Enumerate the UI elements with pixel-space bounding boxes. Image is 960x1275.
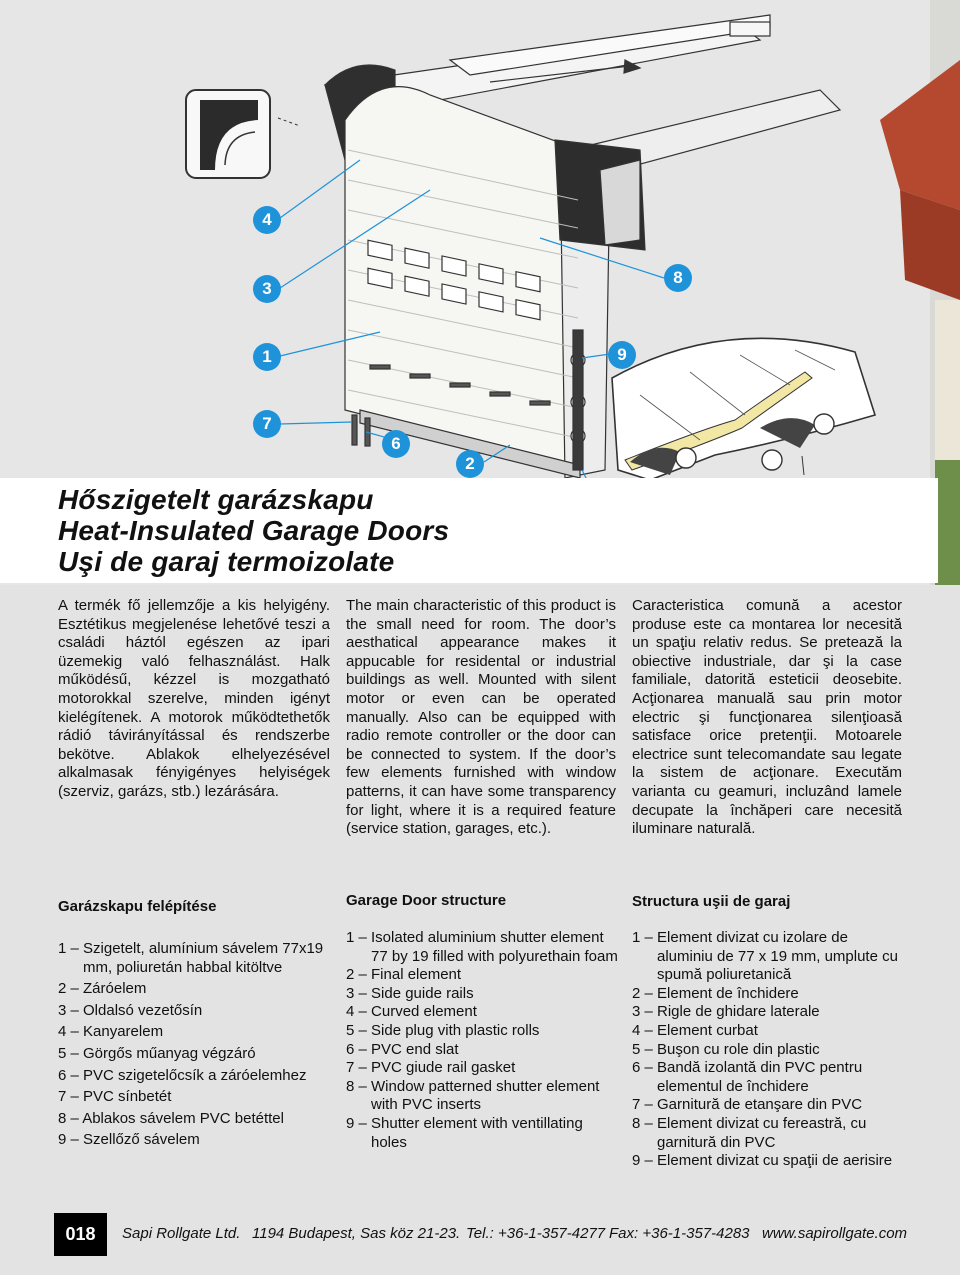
footer-web[interactable]: www.sapirollgate.com: [762, 1225, 908, 1242]
list-item: 9 – Element divizat cu spaţii de aerisire: [632, 1152, 893, 1170]
list-item: 4 – Element curbat: [632, 1021, 758, 1039]
list-item: 7 – PVC giude rail gasket: [346, 1059, 516, 1077]
footer-company: Sapi Rollgate Ltd.: [122, 1225, 241, 1242]
list-item: 2 – Záróelem: [58, 980, 147, 998]
callout-4: 4: [253, 206, 281, 234]
footer-tel: Tel.: +36-1-357-4277: [466, 1225, 606, 1242]
parts-list-ro: [632, 929, 904, 1171]
list-item: 7 – Garnitură de etanşare din PVC: [632, 1096, 863, 1114]
list-item: 9 – Szellőző sávelem: [58, 1131, 200, 1149]
intro-text-en: The main characteristic of this product is the small need for room. The door’s aesthatical appearance makes it appucable for residental or industrial buildings as well. Mounted with silent motor or even can be operated manually. Also can be equipped with radio remote controller or the door can be connected to system. If the door’s few elements furnished with window patterns, it can have some transparency for light, where it is a required feature (service station, garages, etc.).: [346, 597, 616, 838]
footer-address: 1194 Budapest, Sas köz 21-23.: [252, 1225, 461, 1242]
list-item: 9 – Shutter element with ventillating holes: [346, 1114, 583, 1151]
list-item: 8 – Element divizat cu fereastră, cu garnitură din PVC: [632, 1114, 867, 1151]
list-item: 6 – PVC end slat: [346, 1040, 459, 1058]
intro-column-ro: [632, 597, 902, 839]
parts-list-hu: [58, 940, 328, 1150]
intro-column-hu: [58, 597, 330, 802]
title-en: Heat-Insulated Garage Doors: [58, 515, 450, 546]
parts-list-en: [346, 929, 618, 1152]
list-item: 4 – Curved element: [346, 1003, 477, 1021]
list-item: 7 – PVC sínbetét: [58, 1088, 172, 1106]
list-item: 2 – Final element: [346, 966, 462, 984]
list-item: 2 – Element de închidere: [632, 984, 799, 1002]
list-item: 8 – Window patterned shutter element with PVC inserts: [346, 1077, 600, 1114]
list-item: 3 – Oldalsó vezetősín: [58, 1001, 203, 1019]
intro-text-ro: Caracteristica comună a acestor produse este ca montarea lor necesită un spaţiu relativ redus. Se pretează la obiective industriale, dar şi la case familiale, datorită esteticii deosebite. Acţionarea manuală sau prin motor electric şi funcţionarea silenţioasă satisface orice pretenţii. Motoarele electrice sunt telecomandate sau legate la sistem de acţionare. Executăm varianta cu geamuri, incluzând lamele decupate la închăperi care necesită iluminare naturală.: [632, 597, 902, 838]
title-hu: Hőszigetelt garázskapu: [58, 484, 374, 515]
list-item: 1 – Isolated aluminium shutter element 77 by 19 filled with polyurethain foam: [346, 929, 618, 965]
title-band: [0, 478, 938, 583]
list-item: 6 – Bandă izolantă din PVC pentru elementul de închidere: [632, 1059, 863, 1095]
callout-6: 6: [382, 430, 410, 458]
list-item: 1 – Element divizat cu izolare de aluminiu de 77 x 19 mm, umplute cu spumă poliuretanică: [632, 929, 898, 984]
callout-9: 9: [608, 341, 636, 369]
intro-text-hu: A termék fő jellemzője a kis helyigény. Esztétikus megjelenése lehetővé teszi a családi háztól egészen az ipari üzemekig való felhasználást. Halk működésű, kézzel is mozgatható motorokkal szerelve, minden igényt kielégítenek. A motorok működtethetők rádió távirányítással és rendszerbe bekötve. Ablakok elhelyezésével alkalmasak fényigényes helyiségek (szerviz, garázs, stb.) lezárására.: [58, 597, 330, 800]
list-item: 3 – Side guide rails: [346, 984, 474, 1002]
callout-3: 3: [253, 275, 281, 303]
list-item: 6 – PVC szigetelőcsík a záróelemhez: [58, 1066, 307, 1084]
intro-column-en: [346, 597, 616, 839]
callout-8: 8: [664, 264, 692, 292]
list-item: 8 – Ablakos sávelem PVC betéttel: [58, 1109, 284, 1127]
list-item: 5 – Buşon cu role din plastic: [632, 1040, 820, 1058]
title-ro: Uşi de garaj termoizolate: [58, 546, 395, 577]
list-item: 5 – Side plug vith plastic rolls: [346, 1021, 540, 1039]
list-item: 5 – Görgős műanyag végzáró: [58, 1044, 256, 1062]
structure-heading-ro: Structura uşii de garaj: [632, 893, 791, 910]
callout-1: 1: [253, 343, 281, 371]
callout-2: 2: [456, 450, 484, 478]
list-item: 1 – Szigetelt, alumínium sávelem 77x19 mm, poliuretán habbal kitöltve: [58, 940, 324, 976]
list-item: 3 – Rigle de ghidare laterale: [632, 1003, 820, 1021]
callout-7: 7: [253, 410, 281, 438]
structure-heading-en: Garage Door structure: [346, 892, 507, 909]
page-number: 018: [54, 1213, 107, 1256]
footer-fax: Fax: +36-1-357-4283: [609, 1225, 750, 1242]
structure-heading-hu: Garázskapu felépítése: [58, 898, 217, 915]
list-item: 4 – Kanyarelem: [58, 1023, 164, 1041]
